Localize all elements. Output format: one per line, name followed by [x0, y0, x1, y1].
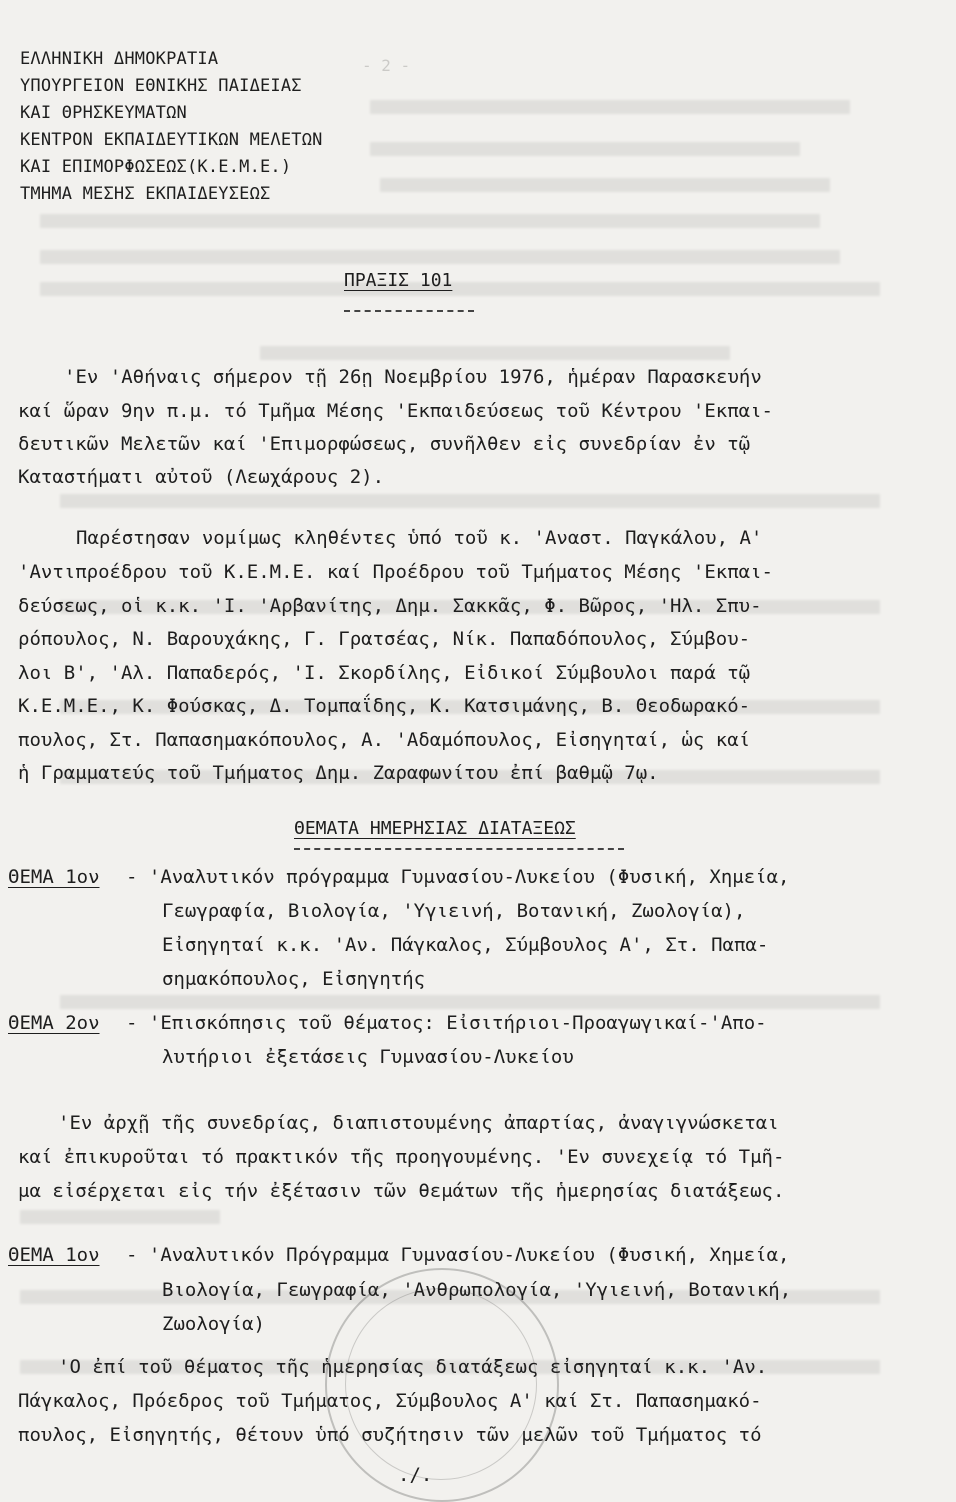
attendees-line: πουλος, Στ. Παπασημακόπουλος, Α. 'Αδαμόπουλος, Εἰσηγηταί, ὡς καί	[18, 729, 751, 751]
session-line: 'Εν ἀρχῇ τῆς συνεδρίας, διαπιστουμένης ἀπαρτίας, ἀναγιγνώσκεται	[58, 1112, 779, 1134]
continuation-mark: ./.	[398, 1464, 433, 1486]
seal-inner-ring	[345, 1288, 537, 1480]
agenda-title: ΘΕΜΑΤΑ ΗΜΕΡΗΣΙΑΣ ΔΙΑΤΑΞΕΩΣ	[294, 818, 576, 839]
agenda-item-line: Εἰσηγηταί κ.κ. 'Αν. Πάγκαλος, Σύμβουλος Α', Στ. Παπα-	[162, 934, 769, 956]
official-seal	[325, 1268, 559, 1502]
intro-line: Καταστήματι αὐτοῦ (Λεωχάρους 2).	[18, 466, 385, 488]
agenda-item-line: λυτήριοι ἐξετάσεις Γυμνασίου-Λυκείου	[162, 1046, 574, 1068]
attendees-line: ρόπουλος, Ν. Βαρουχάκης, Γ. Γρατσέας, Νίκ. Παπαδόπουλος, Σύμβου-	[18, 628, 751, 650]
closing-line: Πάγκαλος, Πρόεδρος τοῦ Τμήματος, Σύμβουλος Α' καί Στ. Παπασημακό-	[18, 1390, 762, 1412]
topic-line: Ζωολογία)	[162, 1313, 265, 1335]
agenda-title-underline	[294, 848, 624, 850]
intro-line: 'Εν 'Αθήναις σήμερον τῇ 26ῃ Νοεμβρίου 1976, ἡμέραν Παρασκευήν	[64, 366, 762, 388]
agenda-item-line: σημακόπουλος, Εἰσηγητής	[162, 968, 426, 990]
session-line: μα εἰσέρχεται εἰς τήν ἐξέτασιν τῶν θεμάτων τῆς ἡμερησίας διατάξεως.	[18, 1180, 785, 1202]
closing-line: πουλος, Εἰσηγητής, θέτουν ὑπό συζήτησιν τῶν μελῶν τοῦ Τμήματος τό	[18, 1424, 762, 1446]
letterhead-line: ΕΛΛΗΝΙΚΗ ΔΗΜΟΚΡΑΤΙΑ	[20, 49, 219, 69]
attendees-line: Κ.Ε.Μ.Ε., Κ. Φούσκας, Δ. Τομπαΐδης, Κ. Κατσιμάνης, Β. Θεοδωρακό-	[18, 695, 751, 717]
letterhead-line: ΤΜΗΜΑ ΜΕΣΗΣ ΕΚΠΑΙΔΕΥΣΕΩΣ	[20, 184, 271, 204]
letterhead-line: ΚΕΝΤΡΟΝ ΕΚΠΑΙΔΕΥΤΙΚΩΝ ΜΕΛΕΤΩΝ	[20, 130, 323, 150]
intro-line: δευτικῶν Μελετῶν καί 'Επιμορφώσεως, συνῆλθεν εἰς συνεδρίαν ἐν τῷ	[18, 433, 751, 455]
letterhead-line: ΚΑΙ ΕΠΙΜΟΡΦΩΣΕΩΣ(Κ.Ε.Μ.Ε.)	[20, 157, 292, 177]
intro-line: καί ὥραν 9ην π.μ. τό Τμῆμα Μέσης 'Εκπαιδεύσεως τοῦ Κέντρου 'Εκπαι-	[18, 400, 773, 422]
topic-line: - 'Αναλυτικόν Πρόγραμμα Γυμνασίου-Λυκείου (Φυσική, Χημεία,	[126, 1244, 790, 1266]
topic-label: ΘΕΜΑ 1ον	[8, 1244, 100, 1266]
attendees-line: 'Αντιπροέδρου τοῦ Κ.Ε.Μ.Ε. καί Προέδρου τοῦ Τμήματος Μέσης 'Εκπαι-	[18, 561, 773, 583]
session-line: καί ἐπικυροῦται τό πρακτικόν τῆς προηγουμένης. 'Εν συνεχείᾳ τό Τμῆ-	[18, 1146, 785, 1168]
closing-line: 'Ο ἐπί τοῦ θέματος τῆς ἡμερησίας διατάξεως εἰσηγηταί κ.κ. 'Αν.	[58, 1356, 768, 1378]
title-underline	[344, 310, 474, 312]
attendees-line: δεύσεως, οἱ κ.κ. 'Ι. 'Αρβανίτης, Δημ. Σακκᾶς, Φ. Βῶρος, 'Ηλ. Σπυ-	[18, 595, 762, 617]
letterhead-line: ΥΠΟΥΡΓΕΙΟΝ ΕΘΝΙΚΗΣ ΠΑΙΔΕΙΑΣ	[20, 76, 302, 96]
attendees-line: ἡ Γραμματεύς τοῦ Τμήματος Δημ. Ζαραφωνίτου ἐπί βαθμῷ 7ῳ.	[18, 762, 659, 784]
topic-line: Βιολογία, Γεωγραφία, 'Ανθρωπολογία, 'Υγιεινή, Βοτανική,	[162, 1279, 792, 1301]
agenda-item-label: ΘΕΜΑ 2ον	[8, 1012, 100, 1034]
attendees-line: Παρέστησαν νομίμως κληθέντες ὑπό τοῦ κ. 'Αναστ. Παγκάλου, Α'	[76, 527, 763, 549]
reverse-page-mark: - 2 -	[362, 56, 411, 75]
agenda-item-line: - 'Αναλυτικόν πρόγραμμα Γυμνασίου-Λυκείου (Φυσική, Χημεία,	[126, 866, 790, 888]
letterhead	[20, 46, 323, 208]
agenda-item-label: ΘΕΜΑ 1ον	[8, 866, 100, 888]
agenda-item-line: Γεωγραφία, Βιολογία, 'Υγιεινή, Βοτανική, Ζωολογία),	[162, 900, 746, 922]
agenda-item-line: - 'Επισκόπησις τοῦ θέματος: Εἰσιτήριοι-Προαγωγικαί-'Απο-	[126, 1012, 767, 1034]
document-title: ΠΡΑΞΙΣ 101	[344, 270, 453, 291]
attendees-line: λοι Β', 'Αλ. Παπαδερός, 'Ι. Σκορδίλης, Εἰδικοί Σύμβουλοι παρά τῷ	[18, 662, 751, 684]
letterhead-line: ΚΑΙ ΘΡΗΣΚΕΥΜΑΤΩΝ	[20, 103, 187, 123]
